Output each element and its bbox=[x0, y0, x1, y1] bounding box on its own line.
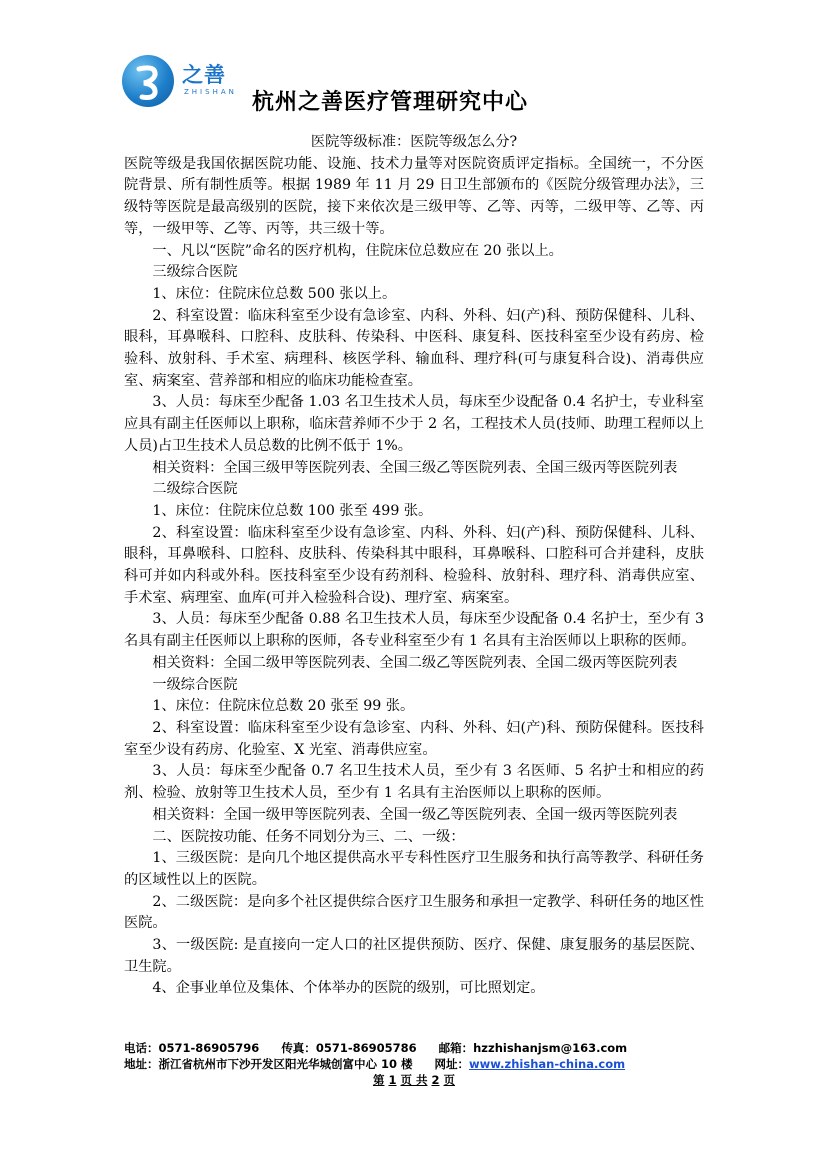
brand-english: ZHISHAN bbox=[184, 88, 237, 96]
paragraph: 4、企事业单位及集体、个体举办的医院的级别，可比照划定。 bbox=[152, 980, 545, 997]
phone-label: 电话： bbox=[124, 1041, 159, 1055]
address-text: 浙江省杭州市下沙开发区阳光华城创富中心 10 楼 bbox=[158, 1057, 413, 1071]
related-info: 相关资料：全国三级甲等医院列表、全国三级乙等医院列表、全国三级丙等医院列表 bbox=[152, 459, 678, 476]
page-number bbox=[124, 1072, 704, 1088]
address-row bbox=[124, 1056, 704, 1072]
web-label: 网址： bbox=[434, 1057, 470, 1071]
organization-name: 杭州之善医疗管理研究中心 bbox=[252, 90, 529, 115]
document-header bbox=[122, 55, 642, 117]
section-heading: 一级综合医院 bbox=[152, 676, 238, 693]
paragraph: 2、科室设置：临床科室至少设有急诊室、内科、外科、妇(产)科、预防保健科、儿科、眼科，耳鼻喉科、口腔科、皮肤科、传染科其中眼科，耳鼻喉科、口腔科可合并建科，皮肤科可并如内科或外科。医技科室至少设有药剂科、检验科、放射科、理疗科、消毒供应室、手术室、病理室、血库(可并入检验科合设)、理疗室、病案室。 bbox=[124, 524, 704, 606]
contact-row bbox=[124, 1040, 704, 1056]
email-address: hzzhishanjsm@163.com bbox=[473, 1041, 628, 1055]
paragraph: 3、人员：每床至少配备 0.88 名卫生技术人员，每床至少设配备 0.4 名护士，至少有 3 名具有副主任医师以上职称的医师，各专业科室至少有 1 名具有主治医师以上职称的医师。 bbox=[124, 611, 704, 650]
paragraph: 医院等级是我国依据医院功能、设施、技术力量等对医院资质评定指标。全国统一，不分医院背景、所有制性质等。根据 1989 年 11 月 29 日卫生部颁布的《医院分级管理办法》，三级特等医院是最高级别的医院，接下来依次是三级甲等、乙等、丙等，二级甲等、乙等、丙等，一级甲等、乙等、丙等，共三级十等。 bbox=[124, 155, 704, 237]
page-current: 1 bbox=[388, 1073, 397, 1087]
paragraph: 一、凡以“医院”命名的医疗机构，住院床位总数应在 20 张以上。 bbox=[152, 242, 563, 259]
address-label: 地址： bbox=[124, 1057, 159, 1071]
website-link[interactable]: www.zhishan-china.com bbox=[469, 1057, 626, 1071]
paragraph: 3、一级医院: 是直接向一定人口的社区提供预防、医疗、保健、康复服务的基层医院、卫生院。 bbox=[124, 937, 704, 975]
page-total: 2 bbox=[431, 1073, 440, 1087]
related-info: 相关资料：全国一级甲等医院列表、全国一级乙等医院列表、全国一级丙等医院列表 bbox=[152, 806, 678, 823]
brand-chinese: 之善 bbox=[182, 62, 226, 87]
paragraph: 1、三级医院：是向几个地区提供高水平专科性医疗卫生服务和执行高等教学、科研任务的区域性以上的医院。 bbox=[124, 850, 704, 888]
section-heading: 二、医院按功能、任务不同划分为三、二、一级： bbox=[152, 828, 465, 845]
paragraph: 2、科室设置：临床科室至少设有急诊室、内科、外科、妇(产)科、预防保健科、儿科、眼科，耳鼻喉科、口腔科、皮肤科、传染科、中医科、康复科、医技科室至少设有药房、检验科、放射科、手术室、病理科、核医学科、输血科、理疗科(可与康复科合设)、消毒供应室、病案室、营养部和相应的临床功能检查室。 bbox=[124, 307, 704, 389]
page-mid: 页 共 bbox=[400, 1073, 428, 1087]
document-title: 医院等级标准：医院等级怎么分? bbox=[310, 134, 518, 150]
paragraph: 3、人员：每床至少配备 0.7 名卫生技术人员，至少有 3 名医师、5 名护士和相应的药剂、检验、放射等卫生技术人员，至少有 1 名具有主治医师以上职称的医师。 bbox=[124, 763, 704, 802]
document-footer bbox=[124, 1040, 704, 1088]
paragraph: 1、床位：住院床位总数 100 张至 499 张。 bbox=[152, 502, 433, 519]
phone-number: 0571-86905796 bbox=[158, 1041, 260, 1055]
email-label: 邮箱： bbox=[438, 1041, 474, 1055]
paragraph: 3、人员：每床至少配备 1.03 名卫生技术人员，每床至少设配备 0.4 名护士，专业科室应具有副主任医师以上职称，临床营养师不少于 2 名，工程技术人员(技师、助理工程师以上人员)占卫生技术人员总数的比例不低于 1%。 bbox=[124, 394, 704, 454]
zhishan-logo-icon bbox=[122, 55, 174, 107]
related-info: 相关资料：全国二级甲等医院列表、全国二级乙等医院列表、全国二级丙等医院列表 bbox=[152, 654, 678, 671]
page-suffix: 页 bbox=[443, 1073, 456, 1087]
paragraph: 1、床位：住院床位总数 20 张至 99 张。 bbox=[152, 698, 415, 715]
fax-label: 传真： bbox=[281, 1041, 316, 1055]
fax-number: 0571-86905786 bbox=[315, 1041, 417, 1055]
page-prefix: 第 bbox=[372, 1073, 385, 1087]
document-body bbox=[124, 132, 704, 1000]
section-heading: 二级综合医院 bbox=[152, 481, 238, 498]
paragraph: 1、床位：住院床位总数 500 张以上。 bbox=[152, 285, 397, 302]
paragraph: 2、科室设置：临床科室至少设有急诊室、内科、外科、妇(产)科、预防保健科。医技科室至少设有药房、化验室、X 光室、消毒供应室。 bbox=[124, 719, 704, 758]
paragraph: 2、二级医院：是向多个社区提供综合医疗卫生服务和承担一定教学、科研任务的地区性医院。 bbox=[124, 893, 704, 932]
section-heading: 三级综合医院 bbox=[152, 264, 238, 281]
